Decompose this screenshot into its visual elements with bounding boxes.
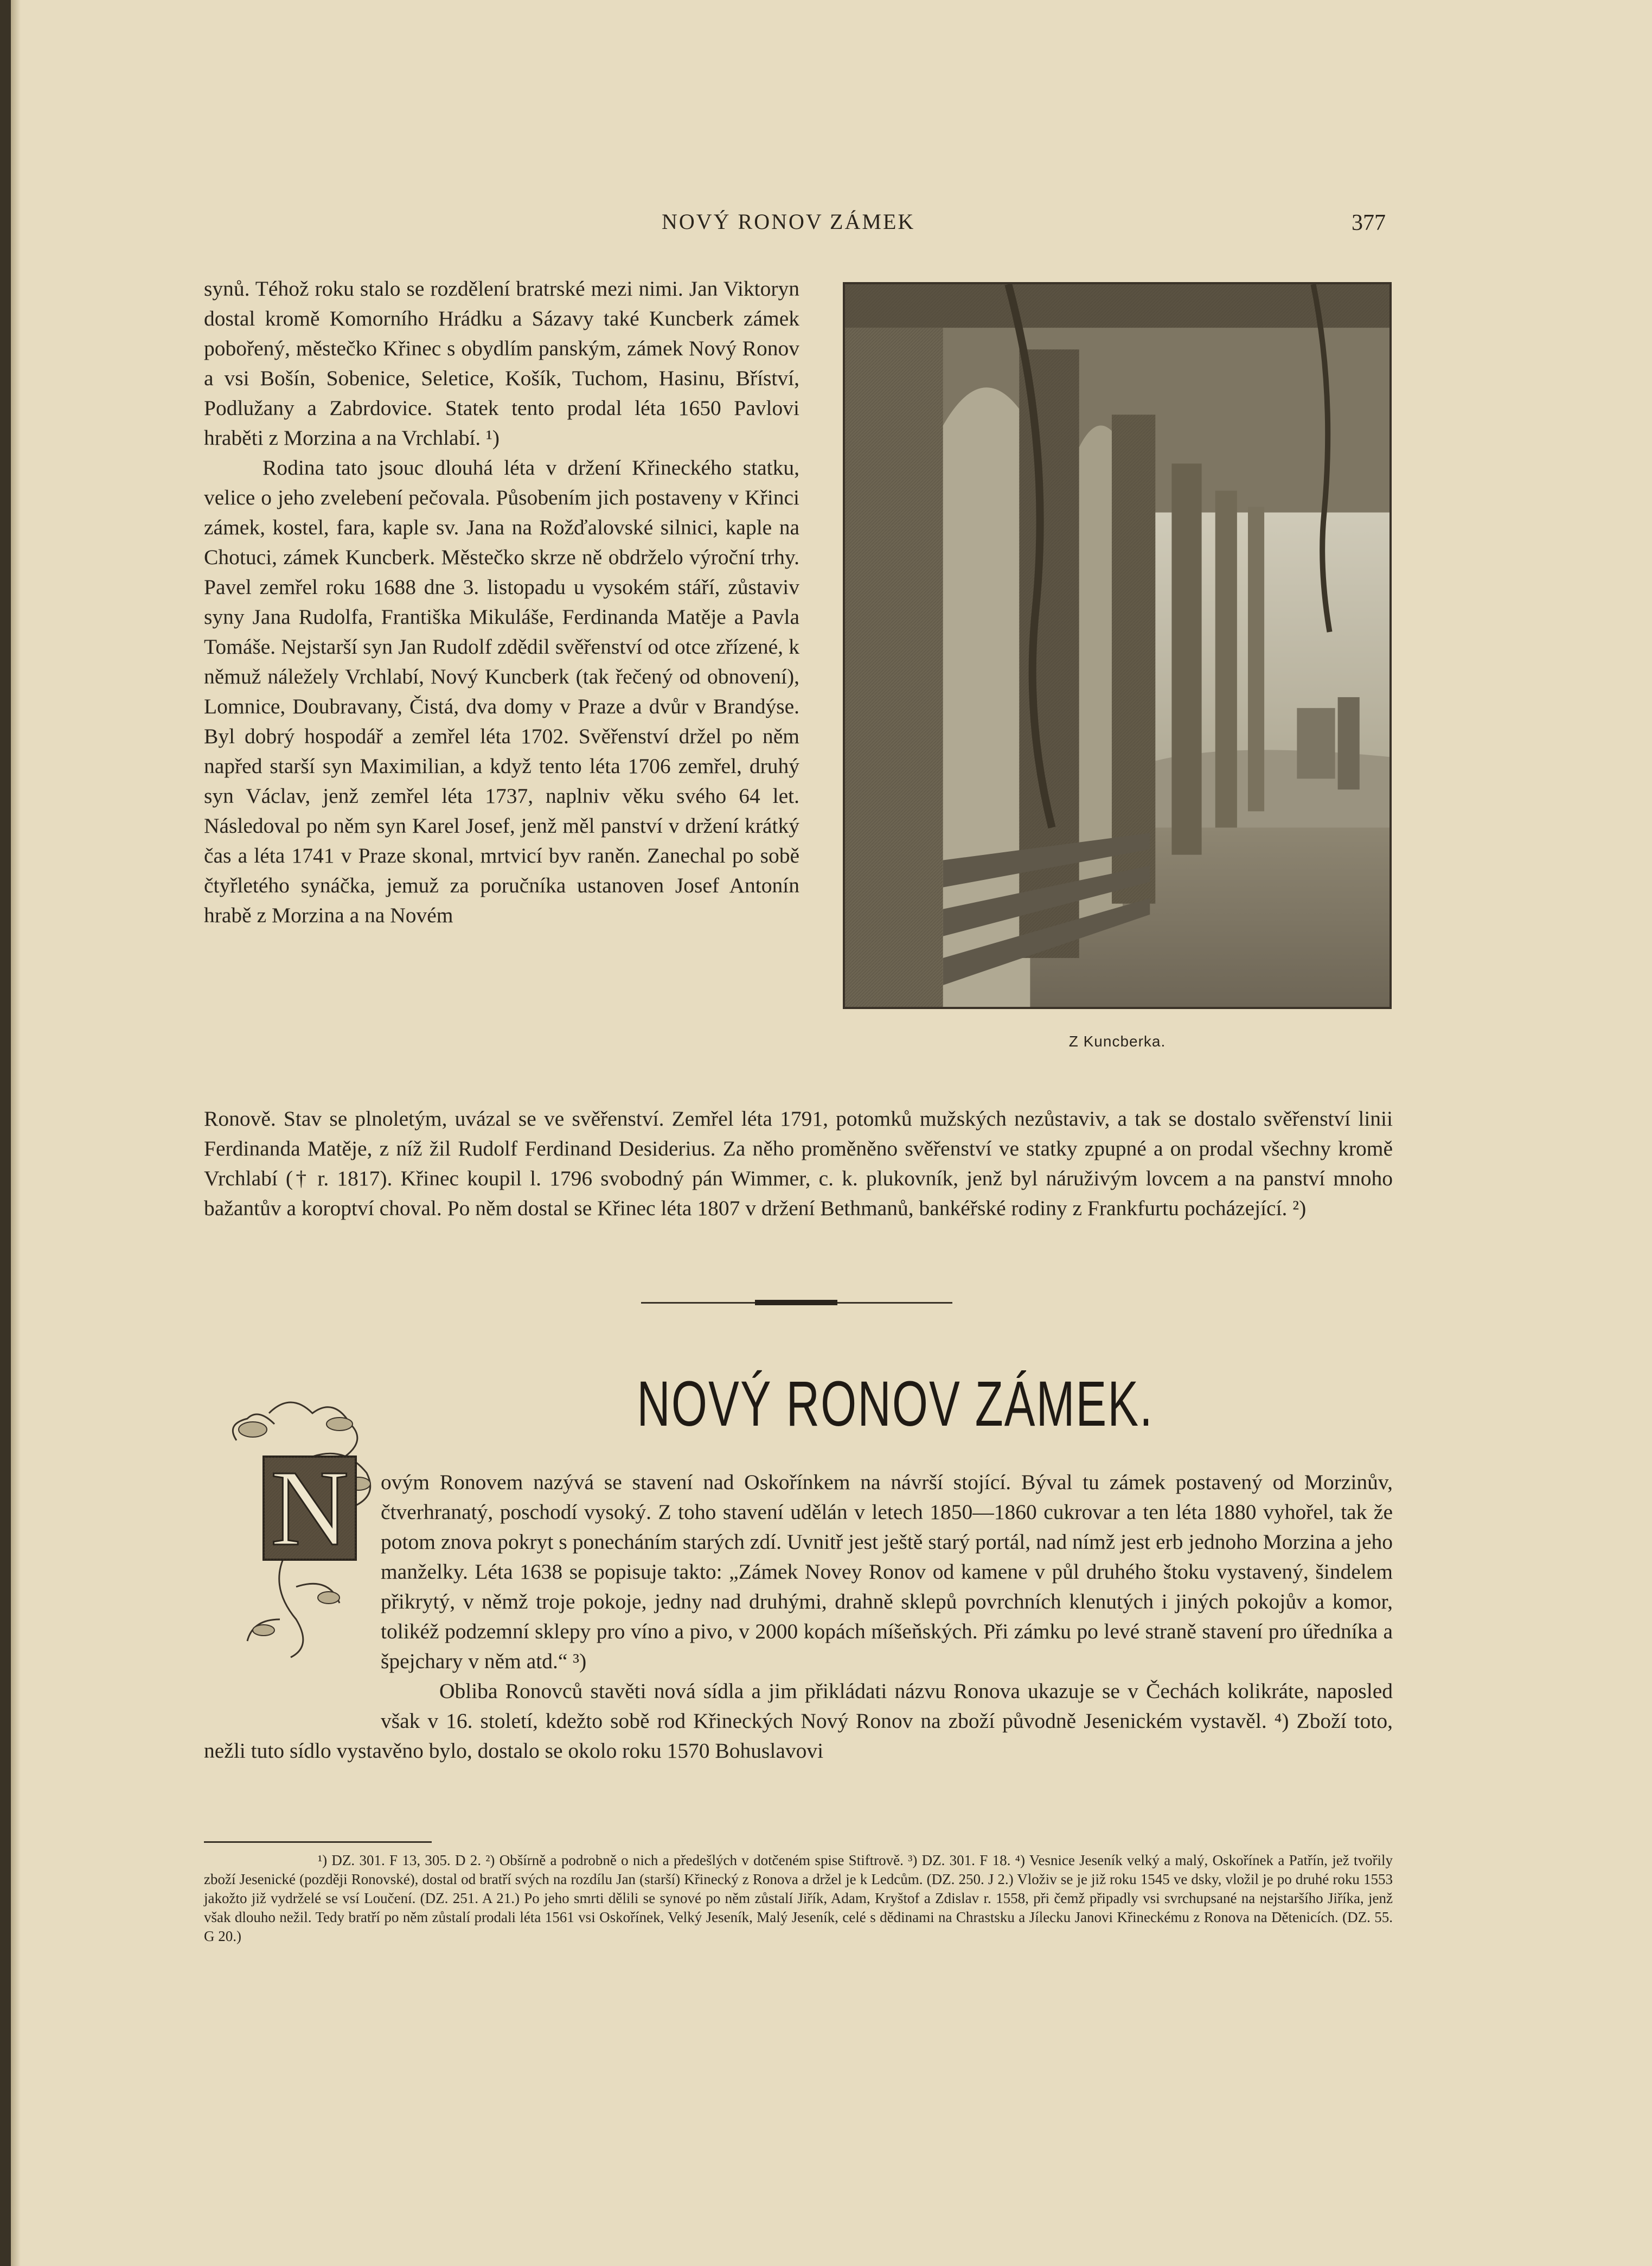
paragraph: Rodina tato jsouc dlouhá léta v držení Křineckého statku, velice o jeho zvelebení pečovala. Působením jich postaveny v Křinci zámek, kostel, fara, kaple sv. Jana na Rožďalovské silnici, kaple na Chotuci, zámek Kuncberk. Městečko skrze ně obdrželo výroční trhy. Pavel zemřel roku 1688 dne 3. listopadu u vysokém stáří, zůstaviv syny Jana Rudolfa, Františka Mikuláše, Ferdinanda Matěje a Pavla Tomáše. Nejstarší syn Jan Rudolf zdědil svěřenství od otce zřízené, k němuž náležely Vrchlabí, Nový Kuncberk (tak řečený od obnovení), Lomnice, Doubravany, Čistá, dva domy v Praze a dvůr v Brandýse. Byl dobrý hospodář a zemřel léta 1702. Svěřenství držel po něm napřed starší syn Maximilian, a když tento léta 1706 zemřel, druhý syn Václav, jenž zemřel léta 1737, naplniv věku svého 64 let. Následoval po něm syn Karel Josef, jenž měl panství v držení krátký čas a léta 1741 v Praze skonal, mrtvicí byv raněn. Zanechal po sobě čtyřletého synáčka, jemuž za poručníka ustanoven Josef Antonín hrabě z Morzina a na Novém <box>204 456 799 927</box>
paragraph: Ronově. Stav se plnoletým, uvázal se ve svěřenství. Zemřel léta 1791, potomků mužských nezůstaviv, a tak se dostalo svěřenství linii Ferdinanda Matěje, z níž žil Rudolf Ferdinand Desiderius. Za něho proměněno svěřenství ve statky zpupné a on prodal všechny kromě Vrchlabí († r. 1817). Křinec koupil l. 1796 svobodný pán Wimmer, c. k. plukovník, jenž byl náruživým lovcem a na panství mnoho bažantův a koroptví choval. Po něm dostal se Křinec léta 1807 v držení Bethmanů, bankéřské rodiny z Frankfurtu pocházející. ²) <box>204 1107 1393 1220</box>
book-spine-edge <box>0 0 11 2266</box>
footnote-rule <box>204 1841 432 1843</box>
running-title: NOVÝ RONOV ZÁMEK <box>662 209 915 234</box>
page-number: 377 <box>1352 210 1386 235</box>
illustration-kuncberk <box>843 282 1392 1009</box>
paragraph: synů. Téhož roku stalo se rozdělení bratrské mezi nimi. Jan Viktoryn dostal kromě Komorního Hrádku a Sázavy také Kuncberk zámek pobořený, městečko Křinec s obydlím panským, zámek Nový Ronov a vsi Bošín, Sobenice, Seletice, Košík, Tuchom, Hasinu, Bříství, Podlužany a Zabrdovice. Statek tento prodal léta 1650 Pavlovi hraběti z Morzina a na Vrchlabí. ¹) <box>204 277 799 450</box>
svg-text:N: N <box>270 1448 349 1568</box>
running-head <box>0 209 1652 241</box>
arcade-engraving <box>845 284 1390 1007</box>
footnotes <box>204 1851 1393 1946</box>
section-divider-center <box>755 1300 837 1305</box>
left-column-text <box>204 274 799 930</box>
section-title: NOVÝ RONOV ZÁMEK. <box>637 1368 1154 1440</box>
footnote: ¹) DZ. 301. F 13, 305. D 2. ²) Obšírně a podrobně o nich a předešlých v dotčeném spise Stiftrově. ³) DZ. 301. F 18. ⁴) Vesnice Jeseník velký a malý, Oskořínek a Patřín, jež tvořily zboží Jesenické (později Ronovské), dostal od bratří svých na rozdílu Jan (starší) Křinecký z Ronova a držel je k Ledcům. (DZ. 250. J 2.) Vloživ se je již roku 1545 ve dsky, vložil je po druhé roku 1553 jakožto již vydrželé se vsí Loučení. (DZ. 251. A 21.) Po jeho smrti dělili se synové po něm zůstalí Jiřík, Adam, Kryštof a Zdislav r. 1558, při čemž připadly vsi svrchupsané na nejstaršího Jiříka, jenž však dlouho nežil. Tedy bratří po něm zůstalí prodali léta 1561 vsi Oskořínek, Velký Jeseník, Malý Jeseník, celé s dědinami na Chrastsku a Jílecku Janovi Křineckému z Ronova na Dětenicích. (DZ. 55. G 20.) <box>204 1852 1393 1944</box>
initial-wrap-space <box>204 1467 381 1722</box>
paragraph: Obliba Ronovců stavěti nová sídla a jim přikládati názvu Ronova ukazuje se v Čechách kolikráte, naposled však v 16. století, kdežto sobě rod Křineckých Nový Ronov na zboží původně Jesenickém vystavěl. ⁴) Zboží toto, nežli tuto sídlo vystavěno bylo, dostalo se okolo roku 1570 Bohuslavovi <box>204 1679 1393 1763</box>
section-text <box>204 1467 1393 1766</box>
paragraph: ovým Ronovem nazývá se stavení nad Oskořínkem na návrší stojící. Býval tu zámek postavený od Morzinův, čtverhranatý, poschodí vysoký. Z toho stavení udělán v letech 1850—1860 cukrovar a ten léta 1880 vyhořel, tak že potom znova pokryt s ponecháním starých zdí. Uvnitř jest ještě starý portál, nad nímž jest erb jednoho Morzina a jeho manželky. Léta 1638 se popisuje takto: „Zámek Novey Ronov od kamene v půl druhého štoku vystavený, šindelem přikrytý, v němž troje pokoje, jedny nad druhými, drahně sklepů povrchních klenutých i jiných pokojův a komor, tolikéž podzemní sklepy pro víno a pivo, v 2000 kopách míšeňských. Při zámku po levé straně stavení pro úředníka a špejchary v něm atd.“ ³) <box>381 1470 1393 1673</box>
page-shadow <box>11 0 21 2266</box>
illustration-caption: Z Kuncberka. <box>1068 1033 1166 1050</box>
continuation-text <box>204 1104 1393 1223</box>
